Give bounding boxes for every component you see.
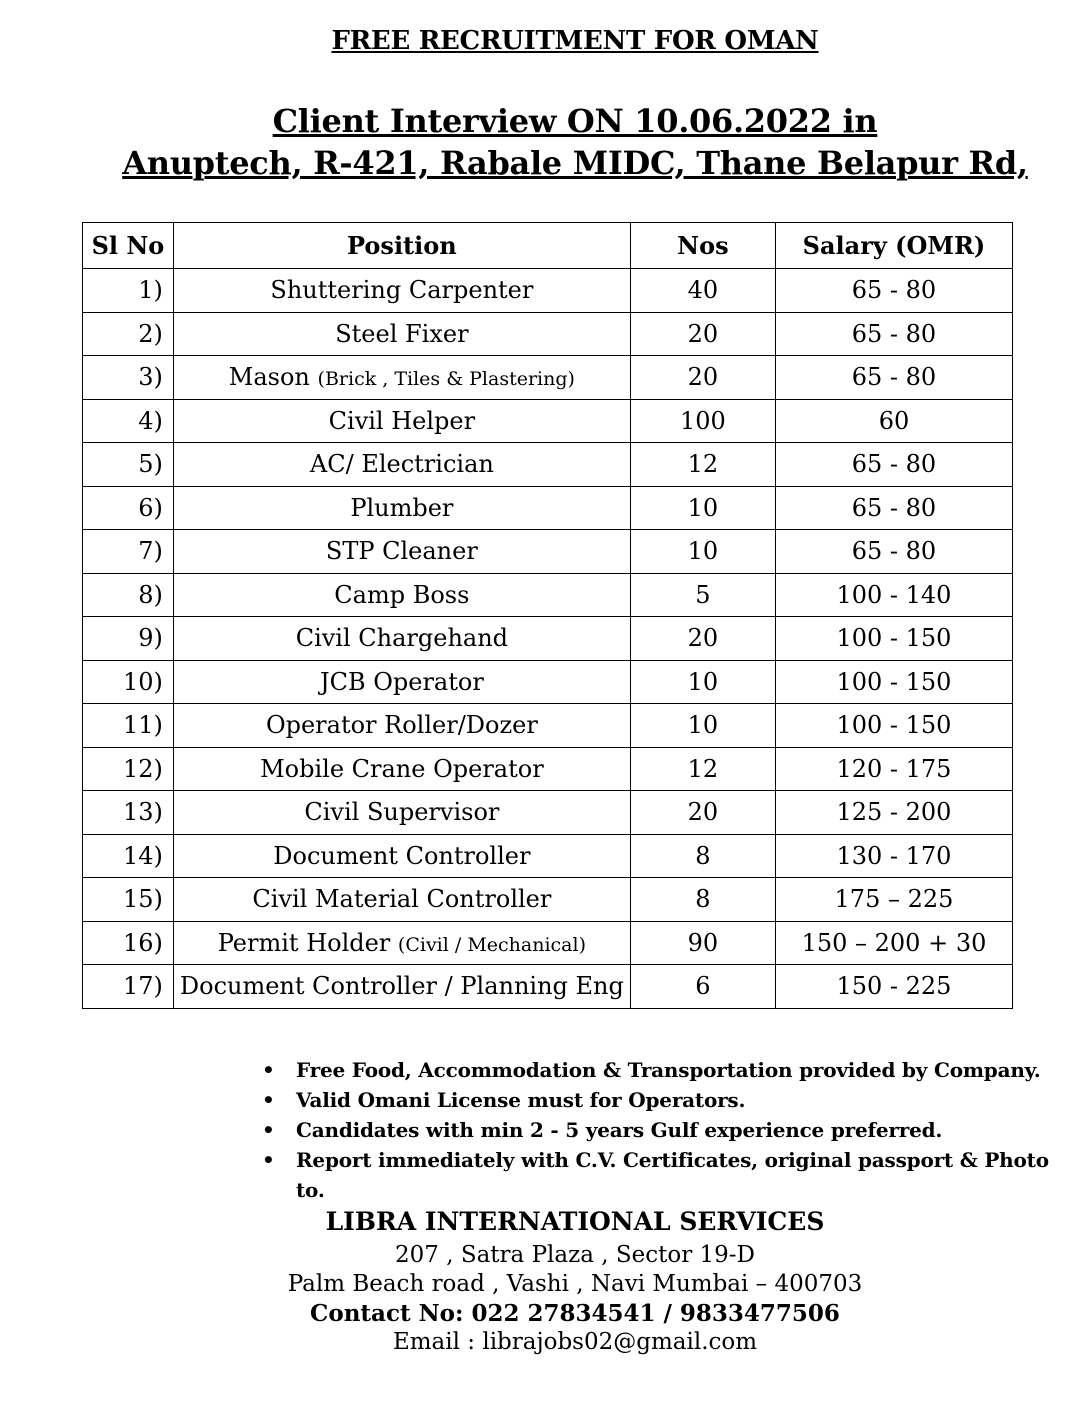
sl-no-cell: 1) [83, 269, 174, 313]
table-row [83, 617, 1013, 661]
salary-cell: 65 - 80 [775, 356, 1012, 400]
table-row [83, 878, 1013, 922]
nos-cell: 100 [630, 399, 775, 443]
sl-no-cell: 8) [83, 573, 174, 617]
table-row [83, 573, 1013, 617]
position-cell [173, 834, 630, 878]
list-item: • Report immediately with C.V. Certificates, original passport & Photo to. [262, 1145, 1080, 1175]
nos-cell: 20 [630, 617, 775, 661]
position-name: Mason [228, 363, 310, 392]
sl-no-cell: 14) [83, 834, 174, 878]
table-row [83, 921, 1013, 965]
position-cell [173, 573, 630, 617]
position-name: Civil Chargehand [295, 624, 509, 653]
header-nos: Nos [630, 223, 775, 269]
table-row [83, 530, 1013, 574]
position-cell [173, 443, 630, 487]
interview-venue-line: Anuptech, R-421, Rabale MIDC, Thane Belapur Rd, [122, 144, 1028, 182]
sl-no-cell: 5) [83, 443, 174, 487]
list-item: • Free Food, Accommodation & Transportation provided by Company. [262, 1055, 1080, 1085]
bullet-icon: • [262, 1058, 275, 1082]
bullet-icon: • [262, 1088, 275, 1112]
salary-cell: 60 [775, 399, 1012, 443]
position-name: Civil Supervisor [304, 798, 500, 827]
position-name: JCB Operator [319, 667, 484, 696]
nos-cell: 40 [630, 269, 775, 313]
position-note: (Brick , Tiles & Plastering) [317, 368, 575, 391]
position-name: Document Controller [273, 841, 531, 870]
position-name: Civil Material Controller [252, 885, 552, 914]
contact-numbers: Contact No: 022 27834541 / 9833477506 [310, 1300, 840, 1327]
position-name: Mobile Crane Operator [260, 754, 544, 783]
table-header-row [83, 223, 1013, 269]
bullet-icon: • [262, 1118, 275, 1142]
address-line-2: Palm Beach road , Vashi , Navi Mumbai – 400703 [287, 1271, 863, 1297]
sl-no-cell: 2) [83, 312, 174, 356]
salary-cell: 65 - 80 [775, 530, 1012, 574]
position-name: Document Controller / Planning Eng [179, 972, 624, 1001]
sl-no-cell: 3) [83, 356, 174, 400]
position-cell [173, 921, 630, 965]
header-sl-no: Sl No [83, 223, 174, 269]
salary-cell: 100 - 150 [775, 704, 1012, 748]
sl-no-cell: 13) [83, 791, 174, 835]
position-name: Shuttering Carpenter [270, 276, 534, 305]
header-salary: Salary (OMR) [775, 223, 1012, 269]
position-cell [173, 617, 630, 661]
table-row [83, 486, 1013, 530]
salary-cell: 150 - 225 [775, 965, 1012, 1009]
nos-cell: 20 [630, 312, 775, 356]
salary-cell: 65 - 80 [775, 312, 1012, 356]
nos-cell: 8 [630, 878, 775, 922]
nos-cell: 90 [630, 921, 775, 965]
position-cell [173, 747, 630, 791]
nos-cell: 5 [630, 573, 775, 617]
sl-no-cell: 17) [83, 965, 174, 1009]
sl-no-cell: 15) [83, 878, 174, 922]
salary-cell: 130 - 170 [775, 834, 1012, 878]
nos-cell: 12 [630, 747, 775, 791]
benefits-list [262, 1055, 1080, 1202]
interview-details [0, 100, 1080, 184]
sl-no-cell: 10) [83, 660, 174, 704]
position-cell [173, 486, 630, 530]
position-name: AC/ Electrician [309, 450, 494, 479]
positions-table [82, 222, 1013, 1009]
nos-cell: 20 [630, 356, 775, 400]
position-note: (Civil / Mechanical) [397, 933, 586, 956]
salary-cell: 65 - 80 [775, 443, 1012, 487]
sl-no-cell: 7) [83, 530, 174, 574]
position-cell [173, 878, 630, 922]
page-title: FREE RECRUITMENT FOR OMAN [331, 26, 819, 56]
nos-cell: 10 [630, 486, 775, 530]
company-name: LIBRA INTERNATIONAL SERVICES [325, 1207, 825, 1236]
salary-cell: 100 - 150 [775, 660, 1012, 704]
table-row [83, 747, 1013, 791]
position-cell [173, 356, 630, 400]
nos-cell: 10 [630, 660, 775, 704]
table-row [83, 965, 1013, 1009]
position-cell [173, 269, 630, 313]
salary-cell: 120 - 175 [775, 747, 1012, 791]
sl-no-cell: 16) [83, 921, 174, 965]
email-address: Email : librajobs02@gmail.com [392, 1329, 758, 1355]
table-row [83, 834, 1013, 878]
salary-cell: 100 - 140 [775, 573, 1012, 617]
sl-no-cell: 12) [83, 747, 174, 791]
table-row [83, 399, 1013, 443]
sl-no-cell: 9) [83, 617, 174, 661]
list-item: • Candidates with min 2 - 5 years Gulf experience preferred. [262, 1115, 1080, 1145]
salary-cell: 150 – 200 + 30 [775, 921, 1012, 965]
position-name: Camp Boss [334, 580, 470, 609]
salary-cell: 175 – 225 [775, 878, 1012, 922]
position-name: Civil Helper [328, 406, 476, 435]
table-row [83, 660, 1013, 704]
nos-cell: 6 [630, 965, 775, 1009]
table-row [83, 356, 1013, 400]
nos-cell: 20 [630, 791, 775, 835]
sl-no-cell: 11) [83, 704, 174, 748]
sl-no-cell: 6) [83, 486, 174, 530]
table-row [83, 312, 1013, 356]
position-name: STP Cleaner [325, 537, 478, 566]
table-row [83, 704, 1013, 748]
nos-cell: 8 [630, 834, 775, 878]
position-name: Operator Roller/Dozer [265, 711, 538, 740]
sl-no-cell: 4) [83, 399, 174, 443]
table-row [83, 791, 1013, 835]
interview-date-line: Client Interview ON 10.06.2022 in [272, 102, 878, 140]
position-cell [173, 791, 630, 835]
bullet-icon: • [262, 1148, 275, 1172]
position-cell [173, 965, 630, 1009]
header-position: Position [173, 223, 630, 269]
salary-cell: 100 - 150 [775, 617, 1012, 661]
position-cell [173, 660, 630, 704]
nos-cell: 12 [630, 443, 775, 487]
address-line-1: 207 , Satra Plaza , Sector 19-D [395, 1242, 755, 1268]
position-cell [173, 530, 630, 574]
position-cell [173, 704, 630, 748]
company-footer [0, 1203, 1080, 1357]
position-cell [173, 399, 630, 443]
nos-cell: 10 [630, 704, 775, 748]
salary-cell: 125 - 200 [775, 791, 1012, 835]
position-name: Plumber [350, 493, 454, 522]
list-item: • Valid Omani License must for Operators. [262, 1085, 1080, 1115]
salary-cell: 65 - 80 [775, 486, 1012, 530]
salary-cell: 65 - 80 [775, 269, 1012, 313]
position-name: Permit Holder [217, 928, 391, 957]
table-row [83, 443, 1013, 487]
nos-cell: 10 [630, 530, 775, 574]
position-cell [173, 312, 630, 356]
position-name: Steel Fixer [335, 319, 469, 348]
table-row [83, 269, 1013, 313]
